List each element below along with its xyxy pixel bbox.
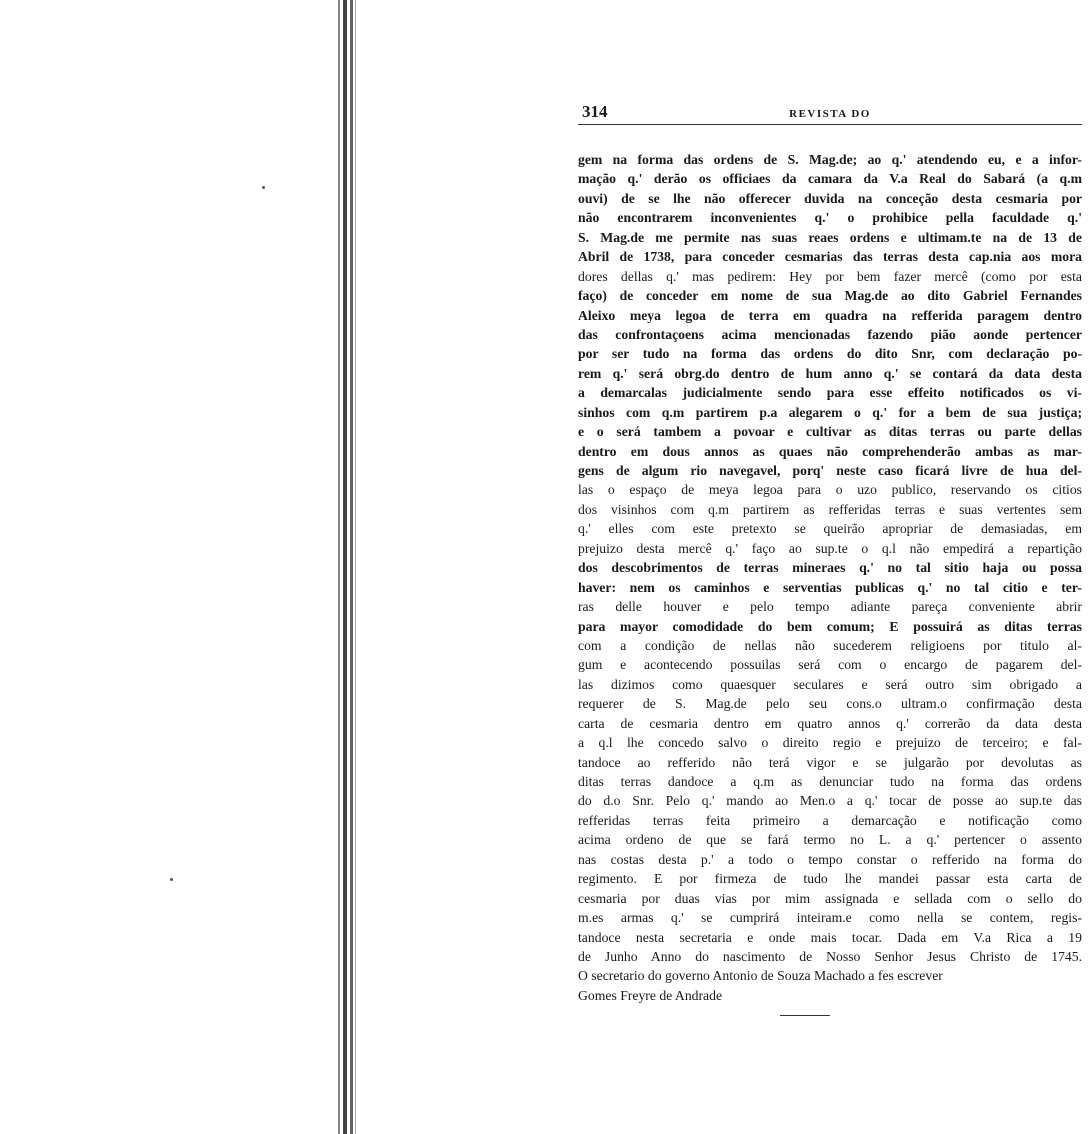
text-line: sinhos com q.m partirem p.a alegarem o q.' for a bem de sua justiça; (578, 404, 1082, 420)
text-line: mação q.' derão os officiaes da camara da V.a Real do Sabará (a q.m (578, 171, 1082, 187)
page-number: 314 (582, 102, 608, 121)
text-line: las o espaço de meya legoa para o uzo publico, reservando os citios (578, 482, 1082, 498)
book-page (578, 96, 1082, 1016)
gutter-shadow-line (343, 0, 347, 1134)
text-line: dores dellas q.' mas pedirem: Hey por bem fazer mercê (como por esta (578, 268, 1082, 284)
text-line: refferidas terras feita primeiro a demarcação e notificação como (578, 812, 1082, 828)
text-line: ditas terras dandoce a q.m as denunciar tudo na forma das ordens (578, 774, 1082, 789)
text-line: de Junho Anno do nascimento de Nosso Senhor Jesus Christo de 1745. (578, 948, 1082, 964)
text-line: por ser tudo na forma das ordens do dito Snr, com declaração po- (578, 346, 1082, 362)
text-line: Abril de 1738, para conceder cesmarias das terras desta cap.nia aos mora (578, 249, 1082, 265)
text-line: a q.l lhe concedo salvo o direito regio e prejuizo de terceiro; e fal- (578, 735, 1082, 751)
scan-speck (170, 878, 173, 881)
text-line: m.es armas q.' se cumprirá inteiram.e como nella se contem, regis- (578, 910, 1082, 926)
text-line: rem q.' será obrg.do dentro de hum anno q.' se contará da data desta (578, 365, 1082, 381)
body-text (578, 150, 1082, 1005)
text-line: com a condição de nellas não sucederem religioens por titulo al- (578, 637, 1082, 653)
end-rule (780, 1015, 830, 1016)
text-line: do d.o Snr. Pelo q.' mando ao Men.o a q.' tocar de posse ao sup.te das (578, 793, 1082, 809)
text-line: tandoce ao refferido não terá vigor e se julgarão por devolutas as (578, 754, 1082, 770)
text-line: ouvi) de se lhe não offerecer duvida na conceção desta cesmaria por (578, 190, 1082, 206)
page-header (578, 96, 1082, 125)
text-line: gum e acontecendo possuilas será com o encargo de pagarem del- (578, 657, 1082, 673)
text-line: e o será tambem a povoar e cultivar as ditas terras ou parte dellas (578, 424, 1082, 440)
text-line: gem na forma das ordens de S. Mag.de; ao q.' atendendo eu, e a infor- (578, 152, 1082, 167)
text-line: das confrontaçoens acima mencionadas fazendo pião aonde pertencer (578, 326, 1082, 342)
text-line: O secretario do governo Antonio de Souza Machado a fes escrever (578, 968, 943, 984)
text-line: S. Mag.de me permite nas suas reaes ordens e ultimam.te na de 13 de (578, 229, 1082, 245)
text-line: para mayor comodidade do bem comum; E possuirá as ditas terras (578, 618, 1082, 634)
text-line: acima ordeno de que se fará termo no L. a q.' pertencer o assento (578, 832, 1082, 848)
text-line: a demarcalas judicialmente sendo para esse effeito notificados os vi- (578, 385, 1082, 401)
text-line: prejuizo desta mercê q.' faço ao sup.te o q.l não empedirá a repartição (578, 540, 1082, 556)
text-line: não encontrarem inconvenientes q.' o prohibice pella faculdade q.' (578, 210, 1082, 226)
text-line: dos descobrimentos de terras mineraes q.' no tal sitio haja ou possa (578, 560, 1082, 576)
text-line: las dizimos como quaesquer seculares e será outro sim obrigado a (578, 676, 1082, 692)
text-line: tandoce nesta secretaria e onde mais tocar. Dada em V.a Rica a 19 (578, 929, 1082, 945)
text-line: faço) de conceder em nome de sua Mag.de ao dito Gabriel Fernandes (578, 288, 1082, 304)
running-head: REVISTA DO (789, 108, 871, 120)
text-line: Aleixo meya legoa de terra em quadra na refferida paragem dentro (578, 307, 1082, 323)
text-line: dos visinhos com q.m partirem as refferidas terras e suas vertentes sem (578, 501, 1082, 517)
text-line: ras delle houver e pelo tempo adiante pareça conveniente abrir (578, 599, 1082, 615)
text-line: requerer de S. Mag.de pelo seu cons.o ultram.o confirmação desta (578, 696, 1082, 712)
text-line: nas costas desta p.' a todo o tempo constar o refferido na forma do (578, 851, 1082, 867)
signature-line: Gomes Freyre de Andrade (578, 987, 723, 1003)
text-line: regimento. E por firmeza de tudo lhe mandei passar esta carta de (578, 871, 1082, 887)
text-line: q.' elles com este pretexto se queirão apropriar de demasiadas, em (578, 521, 1082, 537)
text-line: carta de cesmaria dentro em quatro annos q.' correrão da data desta (578, 715, 1082, 731)
gutter-shadow-line (350, 0, 353, 1134)
text-line: gens de algum rio navegavel, porq' neste caso ficará livre de hua del- (578, 463, 1082, 478)
text-line: dentro em dous annos as quaes não comprehenderão ambas as mar- (578, 443, 1082, 459)
gutter-shadow-line (355, 0, 356, 1134)
text-line: haver: nem os caminhos e serventias publicas q.' no tal citio e ter- (578, 579, 1082, 595)
scan-speck (262, 186, 265, 189)
gutter-shadow-line (338, 0, 340, 1134)
text-line: cesmaria por duas vias por mim assignada e sellada com o sello do (578, 890, 1082, 906)
